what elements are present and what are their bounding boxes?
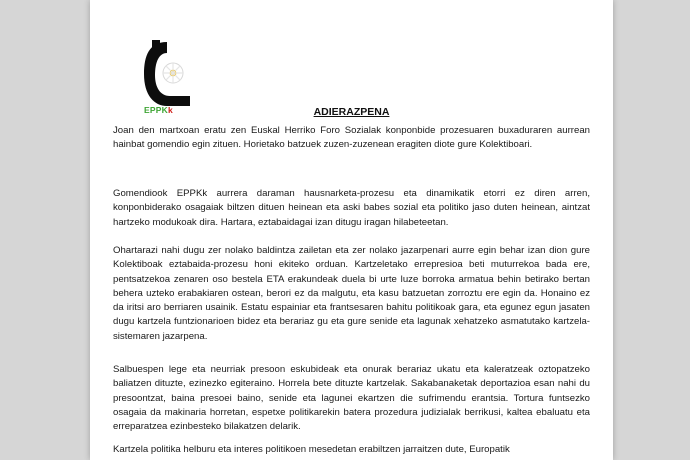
- document-title: ADIERAZPENA: [313, 106, 390, 118]
- document-page: [90, 0, 613, 460]
- paragraph: Ohartarazi nahi dugu zer nolako baldintza zailetan eta zer nolako jazarpenari aurre egin behar izan dion gure Kolektiboak eztabaida-prozesu honi ekiteko orduan. Kartzeletako errepresioa beti muturrekoa bada ere, pentsatzekoa zenaren oso bestela ETA erakundeak duela bi urte luze borroka armatua behin betirako bertan behera uzteko erabakiaren ostean, berori ez da malgutu, eta kasu batzuetan zorroztu ere egin da. Honaino ez da iritsi aro berriaren usainik. Estatu espainiar eta frantsesaren bahitu politikoak gara, eta egunez egun jasaten dugu kartzela funtzionarioen bidez eta berariaz gu eta gure senide eta lagunak xehatzeko asmatutako kartzela-sistemaren jazarpena.: [113, 245, 590, 342]
- paragraph: Joan den martxoan eratu zen Euskal Herriko Foro Sozialak konponbide prozesuaren buxaduraren aurrean hainbat gomendio egin zituen. Horietako batzuek zuzen-zuzenean eragiten diote gure Kolektiboari.: [113, 125, 590, 151]
- paragraph: Salbuespen lege eta neurriak presoon eskubideak eta onurak berariaz ukatu eta kaleratzeak oztopatzeko baliatzen dituzte, ezinezko egiteraino. Horrela bete dituzte kartzelak. Sakabanaketak deportazioa esan nahi du presoontzat, baina presoei baino, senide eta lagunei ekartzen die sufrimendu erantsia. Tortura funtsezko osagaia da makinaria horretan, espetxe politikarekin batera prozedura judizialak berrikusi, kaltea ebaluatu eta erreparatzea ezinbesteko bilakatzen delarik.: [113, 364, 590, 433]
- logo-text: EPPKk: [144, 105, 173, 115]
- paragraph: Kartzela politika helburu eta interes politikoen mesedetan erabiltzen jarraitzen dute, Europatik: [113, 444, 510, 455]
- paragraph: Gomendiook EPPKk aurrera daraman hausnarketa-prozesu eta dinamikatik etorri ez diren arren, konponbiderako osagaiak biltzen dituen heinean eta aski babes sozial eta politiko jaso duten heinean, aintzat hartzeko modukoak dira. Hartara, eztabaidagai izan ditugu iragan hilabeteetan.: [113, 188, 590, 228]
